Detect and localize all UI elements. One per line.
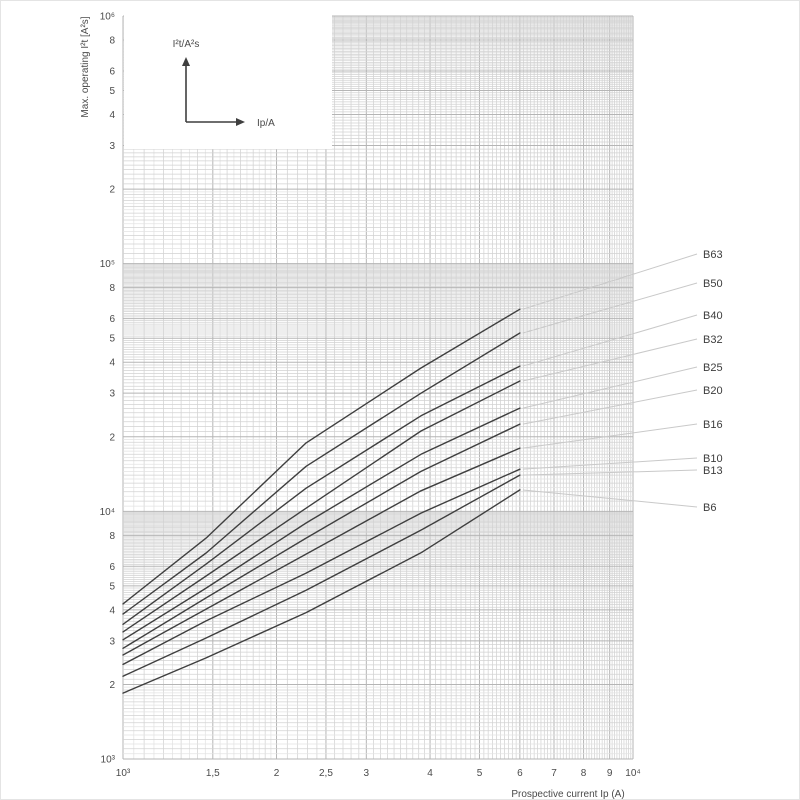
curve-labels	[703, 249, 723, 514]
y-tick-label: 3	[109, 140, 115, 152]
x-tick-label: 2	[273, 768, 280, 779]
x-axis-title: Prospective current Ip (A)	[511, 789, 625, 799]
curve-label-B20: B20	[703, 385, 723, 397]
inset-y-axis-label: I²t/A²s	[172, 39, 200, 50]
curve-label-B25: B25	[703, 362, 723, 374]
y-tick-label: 5	[109, 581, 115, 593]
x-tick-label: 2,5	[318, 768, 333, 779]
curve-label-B10: B10	[703, 453, 723, 465]
inset-x-axis-label: Ip/A	[257, 118, 275, 129]
inset-background	[124, 13, 332, 149]
y-tick-label: 2	[109, 679, 115, 691]
y-tick-label: 3	[109, 636, 115, 648]
curve-label-B32: B32	[703, 334, 723, 346]
y-tick-label: 8	[109, 530, 115, 542]
x-tick-label: 1,5	[205, 768, 220, 779]
curve-label-B16: B16	[703, 419, 723, 431]
y-tick-label: 6	[109, 561, 115, 573]
x-tick-label: 7	[551, 768, 557, 779]
curve-label-B50: B50	[703, 278, 723, 290]
x-tick-label: 3	[363, 768, 370, 779]
curve-label-B63: B63	[703, 249, 723, 261]
y-tick-label: 2	[109, 432, 115, 444]
y-tick-label: 10³	[100, 754, 115, 766]
x-tick-label: 8	[580, 768, 587, 779]
y-tick-label: 8	[109, 35, 115, 47]
y-tick-label: 4	[109, 605, 115, 617]
x-tick-label: 9	[606, 768, 613, 779]
i2t-chart-canvas	[1, 1, 799, 799]
y-tick-label: 6	[109, 66, 115, 78]
y-tick-label: 4	[109, 110, 115, 122]
y-tick-label: 10⁴	[99, 506, 115, 518]
x-tick-label: 6	[517, 768, 523, 779]
x-tick-label: 10³	[115, 768, 131, 779]
curve-label-B6: B6	[703, 502, 717, 514]
y-tick-label: 8	[109, 283, 115, 295]
axis-orientation-inset	[124, 13, 332, 149]
x-tick-label: 4	[427, 768, 433, 779]
curve-label-B40: B40	[703, 310, 723, 322]
y-tick-label: 5	[109, 333, 115, 345]
y-tick-label: 2	[109, 184, 115, 196]
y-tick-label: 6	[109, 314, 115, 326]
y-tick-label: 10⁵	[99, 259, 115, 271]
x-tick-label: 10⁴	[625, 768, 641, 779]
x-tick-label: 5	[476, 768, 483, 779]
y-tick-label: 3	[109, 388, 115, 400]
y-tick-label: 10⁶	[99, 11, 115, 23]
curve-label-B13: B13	[703, 465, 723, 477]
y-tick-label: 4	[109, 357, 115, 369]
y-tick-label: 5	[109, 86, 115, 98]
y-axis-title: Max. operating I²t [A²s]	[80, 16, 91, 118]
